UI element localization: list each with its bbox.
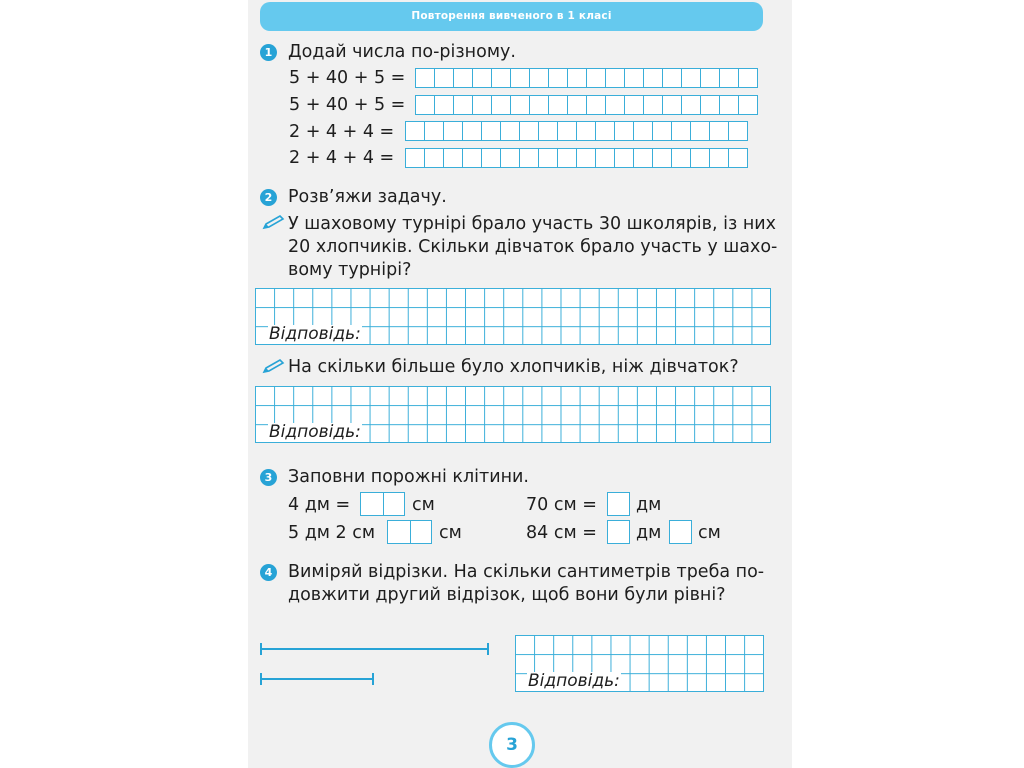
answer-cell[interactable] (586, 68, 606, 88)
answer-cell[interactable] (738, 68, 758, 88)
answer-cell[interactable] (538, 148, 558, 168)
answer-cell[interactable] (719, 68, 739, 88)
answer-cell[interactable] (481, 148, 501, 168)
right-margin (792, 0, 1024, 768)
problem-text-line: 20 хлопчиків. Скільки дівчаток брало участь у шахо- (288, 237, 778, 257)
expression: 2 + 4 + 4 = (289, 148, 395, 168)
expression: 5 + 40 + 5 = (289, 68, 406, 88)
answer-cell[interactable] (462, 148, 482, 168)
answer-cell[interactable] (700, 95, 720, 115)
answer-cell[interactable] (443, 121, 463, 141)
answer-cell[interactable] (548, 68, 568, 88)
pencil-icon (262, 214, 286, 230)
answer-cells[interactable] (415, 68, 757, 88)
answer-cell[interactable] (434, 95, 454, 115)
answer-cell[interactable] (643, 68, 663, 88)
conversion-text: 4 дм = (288, 495, 351, 515)
answer-cell[interactable] (424, 148, 444, 168)
answer-cell[interactable] (519, 121, 539, 141)
answer-cell[interactable] (662, 95, 682, 115)
answer-cell[interactable] (643, 95, 663, 115)
problem-text-line: вому турнірі? (288, 260, 412, 280)
unit-label: дм (636, 495, 662, 515)
answer-cell[interactable] (453, 68, 473, 88)
answer-cell[interactable] (557, 121, 577, 141)
answer-cell[interactable] (690, 121, 710, 141)
answer-cell[interactable] (671, 148, 691, 168)
answer-cell[interactable] (434, 68, 454, 88)
task-instruction: Заповни порожні клітини. (288, 467, 529, 487)
answer-cells[interactable] (415, 95, 757, 115)
answer-cell[interactable] (538, 121, 558, 141)
page-number: 3 (489, 722, 535, 768)
answer-cell[interactable] (624, 95, 644, 115)
answer-cell[interactable] (709, 121, 729, 141)
answer-cell[interactable] (567, 95, 587, 115)
answer-cell[interactable] (481, 121, 501, 141)
answer-cell[interactable] (595, 148, 615, 168)
answer-cell[interactable] (491, 68, 511, 88)
task-instruction: Розв’яжи задачу. (288, 187, 447, 207)
unit-label: см (439, 523, 462, 543)
answer-cell[interactable] (681, 68, 701, 88)
answer-cells[interactable] (405, 121, 747, 141)
answer-cell[interactable] (605, 95, 625, 115)
answer-cell[interactable] (624, 68, 644, 88)
expression: 5 + 40 + 5 = (289, 95, 406, 115)
answer-cell[interactable] (662, 68, 682, 88)
answer-cell[interactable] (557, 148, 577, 168)
answer-cell[interactable] (472, 95, 492, 115)
pencil-icon (262, 358, 286, 374)
answer-cell[interactable] (614, 148, 634, 168)
answer-cell[interactable] (576, 121, 596, 141)
answer-cell[interactable] (652, 121, 672, 141)
answer-cell[interactable] (462, 121, 482, 141)
task-instruction: Додай числа по-різному. (288, 42, 516, 62)
answer-cell[interactable] (472, 68, 492, 88)
line-segment-long (260, 648, 489, 650)
answer-cell[interactable] (576, 148, 596, 168)
answer-cell[interactable] (510, 95, 530, 115)
fill-box[interactable] (360, 492, 405, 516)
answer-cells[interactable] (405, 148, 747, 168)
answer-label: Відповідь: (528, 671, 620, 691)
answer-cell[interactable] (567, 68, 587, 88)
answer-cell[interactable] (652, 148, 672, 168)
answer-cell[interactable] (671, 121, 691, 141)
answer-cell[interactable] (415, 95, 435, 115)
answer-cell[interactable] (681, 95, 701, 115)
task-instruction: довжити другий відрізок, щоб вони були рівні? (288, 585, 726, 605)
answer-cell[interactable] (719, 95, 739, 115)
task-instruction: Виміряй відрізки. На скільки сантиметрів треба по- (288, 562, 765, 582)
expression: 2 + 4 + 4 = (289, 122, 395, 142)
answer-cell[interactable] (500, 148, 520, 168)
line-segment-short (260, 678, 374, 680)
unit-label: см (412, 495, 435, 515)
fill-box[interactable] (607, 520, 630, 544)
problem-text-line: У шаховому турнірі брало участь 30 школярів, із них (288, 214, 777, 234)
conversion-text: 5 дм 2 см (288, 523, 376, 543)
answer-cell[interactable] (424, 121, 444, 141)
answer-cell[interactable] (633, 148, 653, 168)
page-header-banner: Повторення вивченого в 1 класі (260, 2, 763, 31)
conversion-text: 84 см = (526, 523, 597, 543)
answer-cell[interactable] (453, 95, 473, 115)
answer-cell[interactable] (633, 121, 653, 141)
answer-cell[interactable] (405, 148, 425, 168)
fill-box[interactable] (669, 520, 692, 544)
answer-cell[interactable] (709, 148, 729, 168)
task-number-badge: 2 (260, 189, 277, 206)
answer-label: Відповідь: (269, 324, 361, 344)
answer-cell[interactable] (738, 95, 758, 115)
answer-cell[interactable] (690, 148, 710, 168)
answer-cell[interactable] (700, 68, 720, 88)
answer-cell[interactable] (500, 121, 520, 141)
fill-box[interactable] (387, 520, 432, 544)
answer-cell[interactable] (510, 68, 530, 88)
answer-cell[interactable] (529, 68, 549, 88)
answer-cell[interactable] (415, 68, 435, 88)
answer-cell[interactable] (491, 95, 511, 115)
conversion-text: 70 см = (526, 495, 597, 515)
task-number-badge: 4 (260, 564, 277, 581)
left-margin (0, 0, 248, 768)
unit-label: см (698, 523, 721, 543)
answer-cell[interactable] (548, 95, 568, 115)
answer-cell[interactable] (443, 148, 463, 168)
answer-cell[interactable] (595, 121, 615, 141)
answer-cell[interactable] (519, 148, 539, 168)
fill-box[interactable] (607, 492, 630, 516)
task-number-badge: 1 (260, 44, 277, 61)
answer-cell[interactable] (728, 121, 748, 141)
answer-cell[interactable] (605, 68, 625, 88)
task-number-badge: 3 (260, 469, 277, 486)
answer-cell[interactable] (405, 121, 425, 141)
unit-label: дм (636, 523, 662, 543)
answer-label: Відповідь: (269, 422, 361, 442)
problem-question: На скільки більше було хлопчиків, ніж дівчаток? (288, 357, 739, 377)
answer-cell[interactable] (614, 121, 634, 141)
answer-cell[interactable] (728, 148, 748, 168)
answer-cell[interactable] (529, 95, 549, 115)
answer-cell[interactable] (586, 95, 606, 115)
